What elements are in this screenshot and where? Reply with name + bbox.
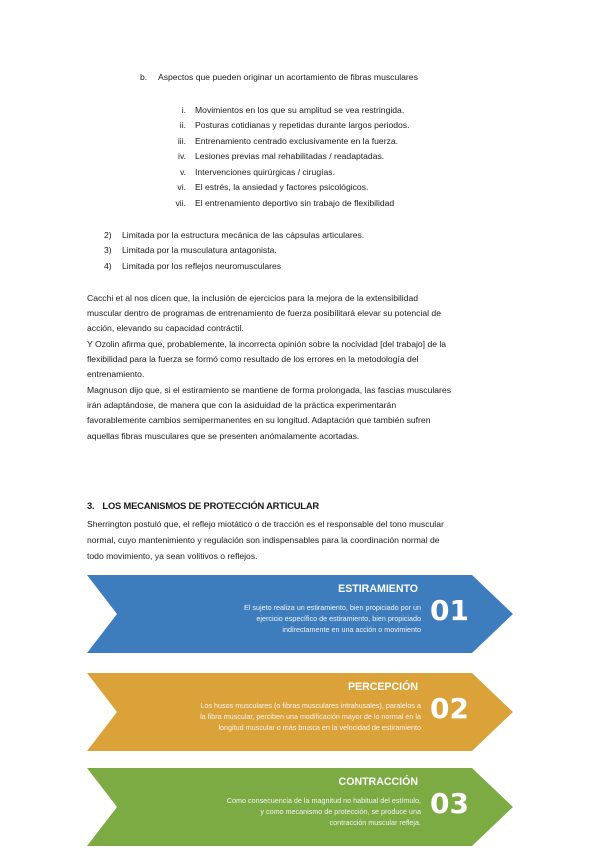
step-description xyxy=(121,602,421,635)
description-line: y como mecanismo de protección, se produce una xyxy=(260,807,421,816)
step-title: CONTRACCIÓN xyxy=(338,776,418,788)
description-line: Los husos musculares (o fibras musculares intrahusales), paralelos a xyxy=(200,701,421,710)
list-numeral: ii. xyxy=(179,120,186,130)
step-description xyxy=(121,795,421,828)
list-numeral: iv. xyxy=(178,151,186,161)
step-number: 01 xyxy=(430,594,469,627)
section-b-marker: b. xyxy=(140,72,148,82)
step-number: 02 xyxy=(430,692,469,725)
infographic-step-estiramiento xyxy=(87,575,513,653)
list-item: Posturas cotidianas y repetidas durante largos periodos. xyxy=(195,120,410,130)
description-line: contracción muscular refleja. xyxy=(329,818,421,827)
description-line: ejercicio específico de estiramiento, bien propiciado xyxy=(256,614,421,623)
section-3-title: LOS MECANISMOS DE PROTECCIÓN ARTICULAR xyxy=(102,500,319,511)
description-line: Como consecuencia de la magnitud no habitual del estímulo, xyxy=(226,796,421,805)
list-item: Intervenciones quirúrgicas / cirugías. xyxy=(195,167,335,177)
list-item: Entrenamiento centrado exclusivamente en la fuerza. xyxy=(195,136,399,146)
step-title: PERCEPCIÓN xyxy=(347,681,418,693)
list-item: Movimientos en los que su amplitud se vea restringida. xyxy=(195,105,405,115)
section-3-number: 3. xyxy=(87,500,95,511)
paragraph-line: flexibilidad para la fuerza se formó como resultado de los errores en la metodología del xyxy=(87,354,419,364)
list-item: El entrenamiento deportivo sin trabajo de flexibilidad xyxy=(195,198,395,208)
step-number: 03 xyxy=(430,787,469,820)
list-numeral: i. xyxy=(181,105,186,115)
limit-number: 3) xyxy=(104,245,112,255)
section-b-title: Aspectos que pueden originar un acortamiento de fibras musculares xyxy=(158,72,418,82)
description-line: longitud muscular o más brusca en la velocidad de estiramiento xyxy=(218,723,421,732)
step-title: ESTIRAMIENTO xyxy=(338,583,418,595)
paragraph-line: entrenamiento. xyxy=(87,369,145,379)
limit-item: Limitada por la estructura mecánica de las cápsulas articulares. xyxy=(122,230,365,240)
description-line: El sujeto realiza un estiramiento, bien propiciado por un xyxy=(244,603,421,612)
step-description xyxy=(91,700,421,733)
limit-number: 4) xyxy=(104,261,112,271)
paragraph-line: favorablemente cambios semipermanentes en su longitud. Adaptación que también sufren xyxy=(87,415,431,425)
list-numeral: vii. xyxy=(175,198,186,208)
paragraph-line: muscular dentro de programas de entrenamiento de fuerza posibilitará elevar su potencial de xyxy=(87,308,441,318)
infographic-step-contraccion xyxy=(87,768,513,846)
paragraph-line: Magnuson dijo que, si el estiramiento se mantiene de forma prolongada, las fascias musculares xyxy=(87,385,451,395)
intro-line: Sherrington postuló que, el reflejo miotático o de tracción es el responsable del tono muscular xyxy=(87,519,444,529)
intro-line: todo movimiento, ya sean volitivos o reflejos. xyxy=(87,551,258,561)
list-numeral: iii. xyxy=(177,136,186,146)
limit-item: Limitada por la musculatura antagonista. xyxy=(122,245,277,255)
section-3-heading xyxy=(87,500,319,511)
paragraph-line: aquellas fibras musculares que se presenten anómalamente acortadas. xyxy=(87,431,360,441)
list-item: El estrés, la ansiedad y factores psicológicos. xyxy=(195,182,369,192)
infographic-step-percepcion xyxy=(87,673,513,751)
list-numeral: vi. xyxy=(177,182,186,192)
list-item: Lesiones previas mal rehabilitadas / readaptadas. xyxy=(195,151,385,161)
description-line: indirectamente en una acción o movimiento xyxy=(282,625,421,634)
paragraph-line: acción, elevando su capacidad contráctil. xyxy=(87,323,244,333)
limit-number: 2) xyxy=(104,230,112,240)
limit-item: Limitada por los reflejos neuromusculares xyxy=(122,261,282,271)
intro-line: normal, cuyo mantenimiento y regulación son indispensables para la coordinación normal de xyxy=(87,535,440,545)
paragraph-line: irán adaptándose, de manera que con la asiduidad de la práctica experimentarán xyxy=(87,400,397,410)
description-line: la fibra muscular, perciben una modificación mayor de lo normal en la xyxy=(200,712,421,721)
paragraph-line: Cacchi et al nos dicen que, la inclusión de ejercicios para la mejora de la extensibilidad xyxy=(87,293,419,303)
list-numeral: v. xyxy=(179,167,186,177)
paragraph-line: Y Ozolin afirma que, probablemente, la incorrecta opinión sobre la nocividad [del trabajo] de la xyxy=(87,339,447,349)
